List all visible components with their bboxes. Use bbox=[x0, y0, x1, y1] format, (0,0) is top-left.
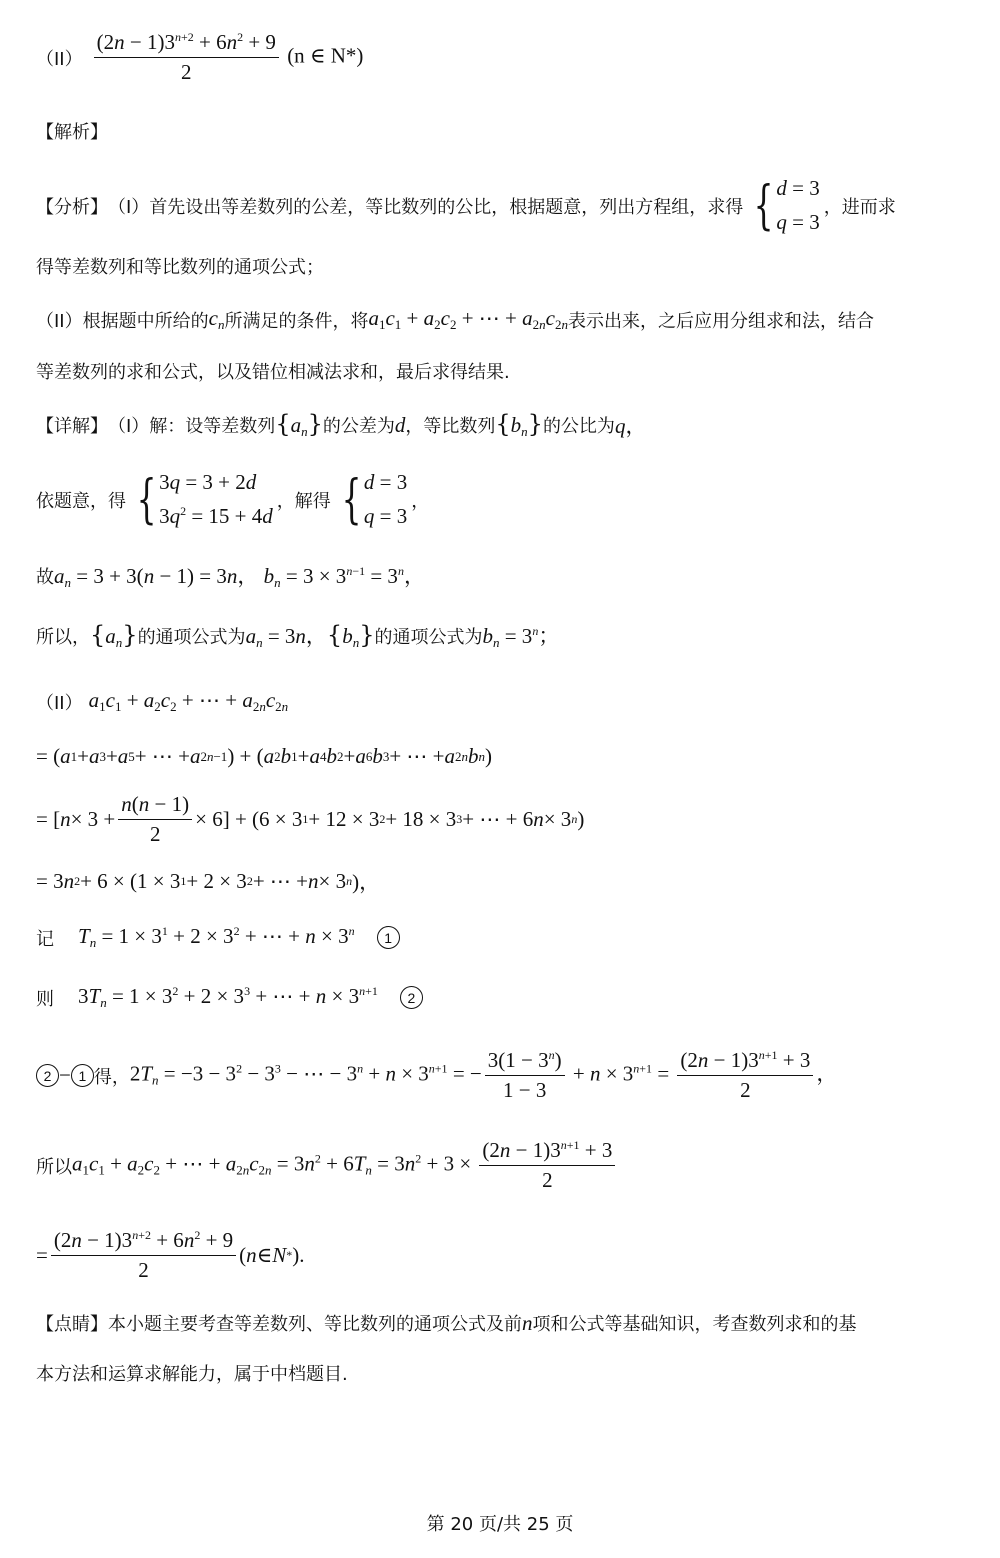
result-line2: = $\frac{(2n - 1)3^{n+2} + 6n^2 + 9}{2}$ ( n ∈ N * ). bbox=[36, 1228, 305, 1282]
xiangjie-line1: 【详解】 （I） 解：设等差数列 $\{a_n\}$ 的公差为 d ，等比数列 $\{b_n\}$ 的公比为 q， bbox=[36, 410, 647, 439]
answer-fraction: $\frac{(2n - 1)3^{n+2} + 6n^2 + 9}{2}$ bbox=[94, 30, 279, 85]
xiangjie-line4: 所以， $\{a_n\}$ 的通项公式为 $a_n = 3n$，$\{b_n\}$ 的通项公式为 $b_n = 3^n$； bbox=[36, 620, 560, 650]
define-3Tn: 则 $3T_n = 1 \times 3^2 + 2 \times 3^3$ + ⋯ + $n \times 3^{n+1}$ 2 bbox=[36, 984, 423, 1011]
circled-two-icon: 2 bbox=[400, 986, 423, 1009]
page-footer: 第 20 页/共 25 页 bbox=[426, 1514, 574, 1535]
xiangjie-line3: 故 $a_n = 3 + 3(n - 1) = 3n$， $b_n = 3 \times 3^{n-1} = 3^n$， bbox=[36, 564, 425, 590]
answer-domain: (n ∈ N*) bbox=[287, 43, 364, 68]
part2-line1: （II） $a_1c_1 + a_2c_2$ + ⋯ + $a_{2n}c_{2n}$ bbox=[36, 688, 289, 714]
label-xiangjie: 【详解】 bbox=[36, 416, 108, 437]
fenxi-text: 首先设出等差数列的公差，等比数列的公比，根据题意，列出方程组，求得 bbox=[149, 196, 744, 218]
part2-line4: = 3 n 2 + 6 × (1 × 3 1 + 2 × 3 2 + ⋯ + n × 3 n )， bbox=[36, 868, 381, 894]
fenxi-line3: （II） 根据题中所给的 $c_n$ 所满足的条件，将 $a_1c_1 + a_2c_2$ + ⋯ + $a_{2n}c_{2n}$ 表示出来，之后应用分组求和法，结合 bbox=[36, 306, 874, 332]
subtract-line: 2 − 1 得， $2T_n = -3 - 3^2 - 3^3$ − ⋯ − $3^n + n \times 3^{n+1}$ = − $\frac{3(1 - 3^n)}{1 - 3}$ + $n \times 3^{n+1}$ = $\frac{(2n - 1)3^{n+1} + 3}{2}$ ， bbox=[36, 1048, 837, 1103]
label-fenxi: 【分析】 bbox=[36, 196, 108, 218]
part2-line2: = ( a 1 + a 3 + a 5 + ⋯ + a 2n−1 ) + ( a 2 b 1 + a 4 b 2 + a 6 b 3 + ⋯ + a 2n b n ) bbox=[36, 744, 493, 768]
result-line1: 所以 $a_1c_1 + a_2c_2$ + ⋯ + $a_{2n}c_{2n} = 3n^2 + 6T_n = 3n^2 + 3$ × $\frac{(2n - 1)3^{n+1} + 3}{2}$ bbox=[36, 1138, 618, 1193]
circled-one-icon: 1 bbox=[71, 1064, 94, 1087]
label-dianjing: 【点睛】 bbox=[36, 1314, 108, 1335]
define-Tn: 记 $T_n = 1 \times 3^1 + 2 \times 3^2$ + ⋯ + $n \times 3^n$ 1 bbox=[36, 924, 400, 951]
circled-one-icon: 1 bbox=[377, 926, 400, 949]
roman-label: （II） bbox=[36, 48, 83, 70]
fenxi-line1: 【分析】 （I） 首先设出等差数列的公差，等比数列的公比，根据题意，列出方程组，求得 { d = 3 q = 3 ，进而求 bbox=[36, 172, 896, 239]
equation-system: { d = 3 q = 3 bbox=[753, 175, 820, 236]
part2-line3: = [ n × 3 + $\frac{n(n - 1)}{2}$ × 6] + (6 × 3 1 + 12 × 3 2 + 18 × 3 3 + ⋯ + 6 n × 3 n ) bbox=[36, 792, 585, 846]
section-jiexi: 【解析】 bbox=[36, 122, 108, 143]
xiangjie-line2: 依题意，得 { 3q = 3 + 2d $3q^2 = 15 + 4d$ ，解得 { d = 3 q = 3 ， bbox=[36, 469, 430, 530]
fenxi-line4: 等差数列的求和公式，以及错位相减法求和，最后求得结果. bbox=[36, 362, 510, 383]
dianjing-line2: 本方法和运算求解能力，属于中档题目. bbox=[36, 1364, 348, 1385]
dianjing-line1: 【点睛】 本小题主要考查等差数列、等比数列的通项公式及前 n 项和公式等基础知识，考查数列求和的基 bbox=[36, 1310, 857, 1335]
fenxi-line2: 得等差数列和等比数列的通项公式； bbox=[36, 257, 324, 278]
answer-part2 bbox=[36, 30, 363, 85]
sum-expression: $a_1c_1 + a_2c_2$ + ⋯ + $a_{2n}c_{2n}$ bbox=[368, 306, 568, 332]
circled-two-icon: 2 bbox=[36, 1064, 59, 1087]
